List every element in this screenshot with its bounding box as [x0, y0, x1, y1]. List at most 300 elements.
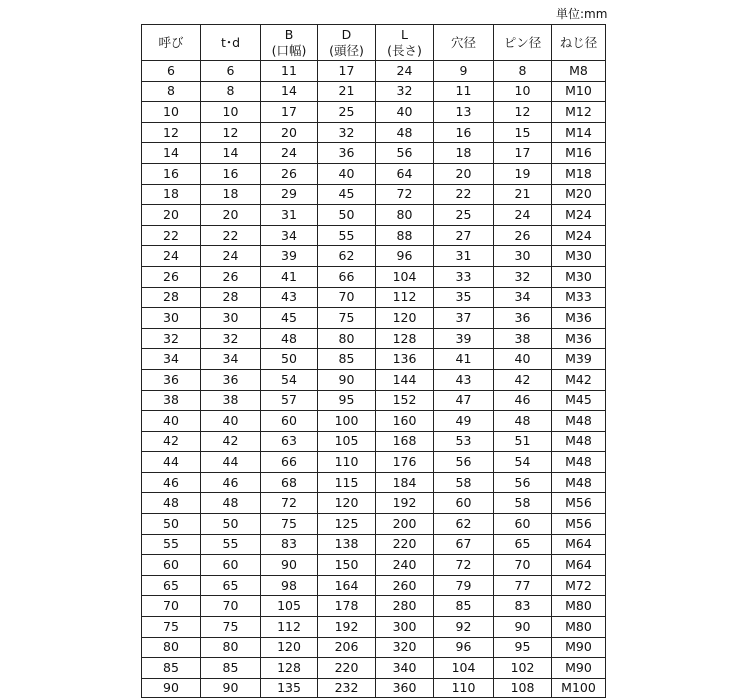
table-cell: 36 [201, 369, 261, 390]
table-row [142, 472, 606, 493]
table-cell: 56 [376, 143, 434, 164]
table-cell: 88 [376, 225, 434, 246]
table-cell: 41 [261, 266, 318, 287]
table-cell: 178 [318, 596, 376, 617]
table-cell: 206 [318, 637, 376, 658]
table-cell: 75 [201, 617, 261, 638]
table-cell: 80 [318, 328, 376, 349]
table-cell: 360 [376, 678, 434, 697]
column-header [261, 25, 318, 61]
table-cell: 34 [142, 349, 201, 370]
table-cell: 104 [434, 658, 494, 679]
table-cell: 28 [201, 287, 261, 308]
table-cell: 48 [494, 411, 552, 432]
table-cell: 54 [261, 369, 318, 390]
column-header-label: D [341, 26, 352, 42]
table-cell: 45 [318, 184, 376, 205]
table-cell: 15 [494, 122, 552, 143]
table-cell: 192 [318, 617, 376, 638]
table-cell: 31 [434, 246, 494, 267]
table-cell: 44 [201, 452, 261, 473]
table-cell: 64 [376, 163, 434, 184]
table-cell: M33 [552, 287, 606, 308]
table-cell: 43 [261, 287, 318, 308]
table-cell: 58 [494, 493, 552, 514]
table-cell: 50 [201, 514, 261, 535]
table-cell: 232 [318, 678, 376, 697]
table-row [142, 390, 606, 411]
table-cell: 83 [494, 596, 552, 617]
table-cell: 20 [434, 163, 494, 184]
table-cell: 49 [434, 411, 494, 432]
table-cell: 62 [318, 246, 376, 267]
table-cell: 37 [434, 308, 494, 329]
table-cell: 67 [434, 534, 494, 555]
table-row [142, 61, 606, 82]
table-cell: 85 [318, 349, 376, 370]
table-cell: 102 [494, 658, 552, 679]
table-cell: M100 [552, 678, 606, 697]
table-cell: 40 [376, 102, 434, 123]
table-cell: M48 [552, 411, 606, 432]
table-cell: 200 [376, 514, 434, 535]
table-cell: 80 [201, 637, 261, 658]
table-row [142, 575, 606, 596]
table-cell: 65 [494, 534, 552, 555]
column-header [318, 25, 376, 61]
table-cell: 12 [201, 122, 261, 143]
table-cell: 65 [142, 575, 201, 596]
table-cell: M24 [552, 225, 606, 246]
table-cell: 34 [201, 349, 261, 370]
table-cell: 12 [494, 102, 552, 123]
table-cell: 24 [142, 246, 201, 267]
table-cell: 176 [376, 452, 434, 473]
table-cell: 85 [434, 596, 494, 617]
table-cell: 57 [261, 390, 318, 411]
table-row [142, 184, 606, 205]
table-cell: 300 [376, 617, 434, 638]
table-cell: 75 [261, 514, 318, 535]
column-header-sublabel: (長さ) [387, 42, 422, 58]
table-row [142, 266, 606, 287]
table-cell: 72 [261, 493, 318, 514]
table-row [142, 102, 606, 123]
table-cell: 150 [318, 555, 376, 576]
table-cell: 38 [142, 390, 201, 411]
table-cell: 34 [494, 287, 552, 308]
table-row [142, 246, 606, 267]
table-header [142, 25, 606, 61]
table-cell: 125 [318, 514, 376, 535]
table-cell: 28 [142, 287, 201, 308]
table-cell: 120 [318, 493, 376, 514]
table-cell: 26 [201, 266, 261, 287]
table-cell: 33 [434, 266, 494, 287]
table-row [142, 122, 606, 143]
table-cell: 152 [376, 390, 434, 411]
table-row [142, 658, 606, 679]
table-cell: 6 [142, 61, 201, 82]
table-cell: 220 [318, 658, 376, 679]
table-cell: 90 [142, 678, 201, 697]
table-cell: 40 [201, 411, 261, 432]
table-cell: 40 [142, 411, 201, 432]
table-cell: 320 [376, 637, 434, 658]
table-cell: 22 [142, 225, 201, 246]
table-cell: 110 [434, 678, 494, 697]
table-cell: 168 [376, 431, 434, 452]
table-row [142, 431, 606, 452]
table-cell: 34 [261, 225, 318, 246]
table-cell: 56 [434, 452, 494, 473]
table-cell: 24 [261, 143, 318, 164]
column-header-label: ねじ径 [559, 34, 598, 50]
table-row [142, 452, 606, 473]
table-cell: 60 [201, 555, 261, 576]
table-cell: 47 [434, 390, 494, 411]
table-row [142, 287, 606, 308]
table-cell: 220 [376, 534, 434, 555]
table-cell: 40 [318, 163, 376, 184]
column-header [376, 25, 434, 61]
table-row [142, 678, 606, 697]
table-cell: 17 [318, 61, 376, 82]
table-cell: 60 [261, 411, 318, 432]
table-row [142, 205, 606, 226]
table-cell: M72 [552, 575, 606, 596]
table-cell: M14 [552, 122, 606, 143]
table-row [142, 596, 606, 617]
table-cell: 16 [142, 163, 201, 184]
table-cell: 92 [434, 617, 494, 638]
table-cell: 16 [201, 163, 261, 184]
table-cell: M48 [552, 472, 606, 493]
column-header-label: L [401, 26, 408, 42]
table-cell: 11 [434, 81, 494, 102]
table-cell: 51 [494, 431, 552, 452]
table-cell: 20 [142, 205, 201, 226]
table-cell: 70 [142, 596, 201, 617]
table-cell: 35 [434, 287, 494, 308]
table-cell: 63 [261, 431, 318, 452]
column-header-label: B [284, 26, 294, 42]
table-cell: 39 [261, 246, 318, 267]
table-cell: 18 [201, 184, 261, 205]
table-cell: 25 [318, 102, 376, 123]
table-cell: 42 [142, 431, 201, 452]
table-cell: M36 [552, 308, 606, 329]
table-cell: 20 [261, 122, 318, 143]
table-cell: 14 [261, 81, 318, 102]
table-cell: 112 [376, 287, 434, 308]
table-cell: 24 [494, 205, 552, 226]
table-cell: 53 [434, 431, 494, 452]
table-cell: 22 [201, 225, 261, 246]
table-cell: 128 [376, 328, 434, 349]
table-cell: 100 [318, 411, 376, 432]
table-cell: 280 [376, 596, 434, 617]
table-cell: 48 [142, 493, 201, 514]
table-cell: 6 [201, 61, 261, 82]
table-cell: 340 [376, 658, 434, 679]
table-cell: 22 [434, 184, 494, 205]
table-cell: 55 [142, 534, 201, 555]
table-cell: 60 [142, 555, 201, 576]
table-cell: 110 [318, 452, 376, 473]
table-cell: 128 [261, 658, 318, 679]
table-cell: 18 [142, 184, 201, 205]
table-cell: 65 [201, 575, 261, 596]
table-cell: M24 [552, 205, 606, 226]
table-row [142, 617, 606, 638]
table-cell: 108 [494, 678, 552, 697]
table-cell: M39 [552, 349, 606, 370]
table-cell: M42 [552, 369, 606, 390]
column-header-label: ピン径 [503, 34, 542, 50]
table-cell: 48 [261, 328, 318, 349]
table-cell: 39 [434, 328, 494, 349]
table-cell: 8 [494, 61, 552, 82]
table-cell: 136 [376, 349, 434, 370]
table-cell: 43 [434, 369, 494, 390]
table-cell: 26 [494, 225, 552, 246]
table-cell: 18 [434, 143, 494, 164]
table-row [142, 534, 606, 555]
table-cell: 260 [376, 575, 434, 596]
table-cell: 90 [201, 678, 261, 697]
table-cell: M18 [552, 163, 606, 184]
table-cell: 42 [201, 431, 261, 452]
table-cell: 19 [494, 163, 552, 184]
table-cell: 45 [261, 308, 318, 329]
table-cell: 77 [494, 575, 552, 596]
table-cell: 13 [434, 102, 494, 123]
table-cell: 120 [376, 308, 434, 329]
table-cell: 10 [494, 81, 552, 102]
table-cell: 46 [142, 472, 201, 493]
table-cell: 164 [318, 575, 376, 596]
table-cell: 90 [318, 369, 376, 390]
table-cell: 96 [376, 246, 434, 267]
table-cell: 27 [434, 225, 494, 246]
table-cell: 70 [201, 596, 261, 617]
table-cell: 41 [434, 349, 494, 370]
table-cell: 85 [142, 658, 201, 679]
table-row [142, 369, 606, 390]
table-cell: M90 [552, 658, 606, 679]
table-row [142, 555, 606, 576]
table-cell: 50 [318, 205, 376, 226]
column-header-label: t･d [220, 34, 241, 50]
table-cell: 72 [376, 184, 434, 205]
column-header [494, 25, 552, 61]
header-row [142, 25, 606, 61]
table-cell: 68 [261, 472, 318, 493]
table-cell: 29 [261, 184, 318, 205]
table-cell: 112 [261, 617, 318, 638]
table-cell: M10 [552, 81, 606, 102]
table-cell: 70 [494, 555, 552, 576]
table-cell: 30 [142, 308, 201, 329]
table-cell: 46 [201, 472, 261, 493]
unit-label: 単位:mm [556, 7, 608, 21]
table-cell: 44 [142, 452, 201, 473]
table-cell: 75 [318, 308, 376, 329]
table-cell: 104 [376, 266, 434, 287]
table-cell: 30 [201, 308, 261, 329]
table-cell: 135 [261, 678, 318, 697]
table-cell: M30 [552, 266, 606, 287]
table-cell: 120 [261, 637, 318, 658]
table-cell: 105 [318, 431, 376, 452]
table-row [142, 163, 606, 184]
table-cell: 9 [434, 61, 494, 82]
table-cell: 24 [201, 246, 261, 267]
table-cell: 83 [261, 534, 318, 555]
table-cell: 95 [494, 637, 552, 658]
column-header-sublabel: (頭径) [329, 42, 364, 58]
table-cell: 36 [142, 369, 201, 390]
table-row [142, 349, 606, 370]
table-cell: 50 [142, 514, 201, 535]
table-row [142, 225, 606, 246]
table-cell: 80 [142, 637, 201, 658]
table-cell: M16 [552, 143, 606, 164]
column-header-sublabel: (口幅) [271, 42, 307, 58]
table-row [142, 637, 606, 658]
column-header [434, 25, 494, 61]
table-cell: 75 [142, 617, 201, 638]
table-cell: 54 [494, 452, 552, 473]
table-cell: 32 [318, 122, 376, 143]
table-cell: 72 [434, 555, 494, 576]
table-cell: 14 [142, 143, 201, 164]
table-cell: 8 [142, 81, 201, 102]
table-row [142, 328, 606, 349]
table-cell: 38 [494, 328, 552, 349]
table-cell: 240 [376, 555, 434, 576]
table-cell: 32 [494, 266, 552, 287]
table-row [142, 514, 606, 535]
table-cell: 17 [261, 102, 318, 123]
column-header-label: 呼び [158, 34, 184, 50]
table-cell: 40 [494, 349, 552, 370]
table-row [142, 493, 606, 514]
table-cell: M48 [552, 452, 606, 473]
table-cell: 12 [142, 122, 201, 143]
table-cell: M80 [552, 617, 606, 638]
table-cell: 8 [201, 81, 261, 102]
table-cell: M48 [552, 431, 606, 452]
table-cell: 90 [494, 617, 552, 638]
table-cell: 21 [494, 184, 552, 205]
table-cell: 95 [318, 390, 376, 411]
table-cell: M80 [552, 596, 606, 617]
table-cell: 32 [201, 328, 261, 349]
table-cell: 144 [376, 369, 434, 390]
table-cell: 38 [201, 390, 261, 411]
table-cell: 10 [142, 102, 201, 123]
table-cell: 31 [261, 205, 318, 226]
table-cell: 36 [318, 143, 376, 164]
table-cell: M8 [552, 61, 606, 82]
table-cell: 98 [261, 575, 318, 596]
table-cell: 42 [494, 369, 552, 390]
table-cell: 56 [494, 472, 552, 493]
table-cell: 32 [142, 328, 201, 349]
column-header-label: 穴径 [450, 34, 476, 50]
column-header [142, 25, 201, 61]
table-cell: 58 [434, 472, 494, 493]
table-cell: 55 [318, 225, 376, 246]
table-row [142, 308, 606, 329]
table-cell: 26 [142, 266, 201, 287]
table-cell: M30 [552, 246, 606, 267]
table-cell: 20 [201, 205, 261, 226]
table-cell: 192 [376, 493, 434, 514]
table-cell: 96 [434, 637, 494, 658]
table-cell: 46 [494, 390, 552, 411]
table-cell: 24 [376, 61, 434, 82]
table-cell: 25 [434, 205, 494, 226]
table-cell: 60 [434, 493, 494, 514]
table-cell: 10 [201, 102, 261, 123]
table-cell: 21 [318, 81, 376, 102]
table-cell: 11 [261, 61, 318, 82]
table-cell: 90 [261, 555, 318, 576]
table-cell: M90 [552, 637, 606, 658]
table-cell: 66 [318, 266, 376, 287]
table-cell: 48 [201, 493, 261, 514]
table-cell: 138 [318, 534, 376, 555]
table-cell: 66 [261, 452, 318, 473]
table-cell: 79 [434, 575, 494, 596]
table-cell: 14 [201, 143, 261, 164]
table-cell: 36 [494, 308, 552, 329]
table-cell: 85 [201, 658, 261, 679]
table-row [142, 81, 606, 102]
table-cell: 105 [261, 596, 318, 617]
table-cell: 50 [261, 349, 318, 370]
table-cell: M64 [552, 555, 606, 576]
table-cell: 30 [494, 246, 552, 267]
table-cell: M36 [552, 328, 606, 349]
column-header [201, 25, 261, 61]
table-cell: 55 [201, 534, 261, 555]
table-row [142, 411, 606, 432]
table-cell: M12 [552, 102, 606, 123]
table-cell: M56 [552, 514, 606, 535]
table-cell: M64 [552, 534, 606, 555]
table-cell: 80 [376, 205, 434, 226]
table-row [142, 143, 606, 164]
table-cell: 16 [434, 122, 494, 143]
table-cell: 62 [434, 514, 494, 535]
column-header [552, 25, 606, 61]
table-cell: 60 [494, 514, 552, 535]
table-cell: M20 [552, 184, 606, 205]
table-cell: 26 [261, 163, 318, 184]
table-cell: M56 [552, 493, 606, 514]
table-cell: 48 [376, 122, 434, 143]
table-cell: 70 [318, 287, 376, 308]
table-cell: 32 [376, 81, 434, 102]
table-cell: M45 [552, 390, 606, 411]
table-body [142, 61, 606, 698]
spec-table [141, 24, 606, 698]
table-cell: 160 [376, 411, 434, 432]
